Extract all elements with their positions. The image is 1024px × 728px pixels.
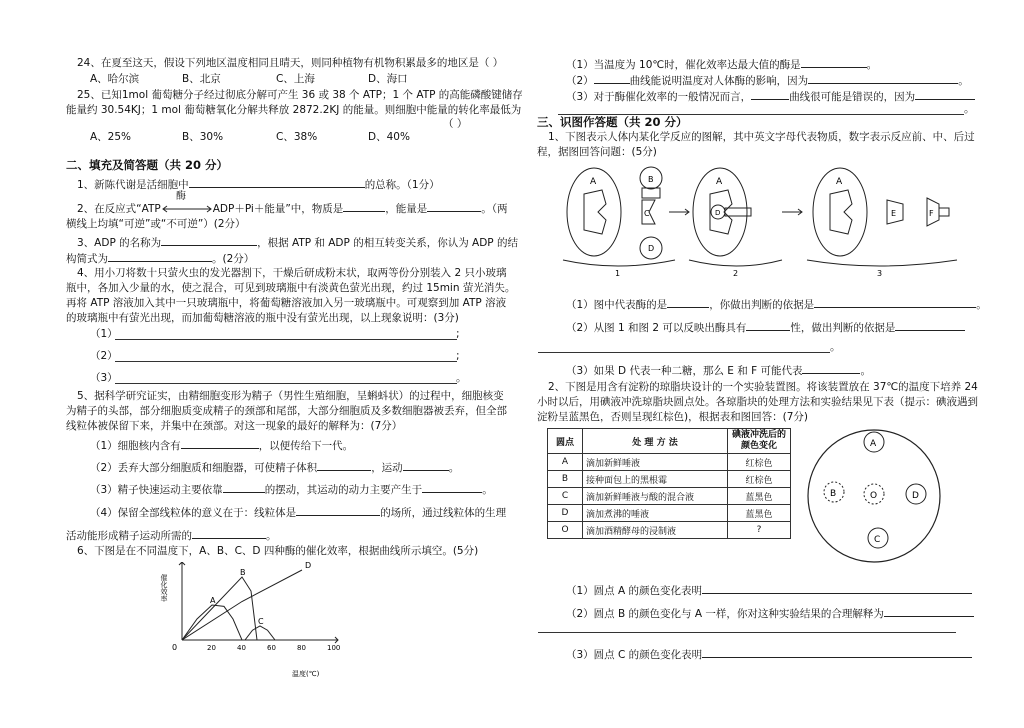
q6-sub2: （2） 曲线能说明温度对人体酶的影响，因为 。 bbox=[566, 72, 969, 88]
s2-q1: 1、新陈代谢是活细胞中 的总称。（1分） bbox=[77, 176, 440, 192]
s2-q4-sub2-end: ; bbox=[456, 350, 460, 362]
s2-q3: 3、ADP 的名称为 ，根据 ATP 和 ADP 的相互转变关系，你认为 ADP 的结 bbox=[77, 234, 518, 250]
table-row bbox=[548, 471, 791, 488]
s2-q5-sub4-blank1 bbox=[296, 504, 380, 516]
table-header-method: 处 理 方 法 bbox=[583, 429, 728, 454]
x-tick-label: 20 bbox=[207, 644, 216, 652]
s3-q1-sub1: （1）图中代表酶的是 ，你做出判断的依据是 。 bbox=[566, 296, 987, 312]
s2-q5-sub4-blank2 bbox=[192, 527, 266, 539]
table-row bbox=[548, 454, 791, 471]
s2-q4-sub1-end: ; bbox=[456, 328, 460, 340]
s2-q4-line4: 的玻璃瓶中有萤光出现，而加葡萄糖溶液的瓶中没有萤光出现，以上现象说明：(3分) bbox=[66, 312, 459, 324]
s2-q2: 2、在反应式“ATP ADP＋Pi＋能量”中，物质是 ，能量是 。（两 bbox=[77, 200, 508, 216]
s2-q4-sub2-label: （2） bbox=[90, 350, 118, 362]
q25-line1: 25、已知1mol 葡萄糖分子经过彻底分解可产生 36 或 38 个 ATP；1 个 ATP 的高能磷酸键储存 bbox=[77, 89, 523, 101]
s3-q2-sub1-blank bbox=[702, 582, 972, 594]
curve-label-b: B bbox=[240, 568, 246, 577]
table-header-dot: 圆点 bbox=[548, 429, 583, 454]
enzyme-efficiency-chart bbox=[160, 562, 360, 680]
table-cell: 蓝黑色 bbox=[728, 505, 791, 522]
stage-3-label: 3 bbox=[877, 269, 883, 278]
fig1-label-b: B bbox=[648, 175, 654, 184]
section3-heading: 三、识图作答题（共 20 分） bbox=[537, 115, 688, 129]
x-tick-label: 100 bbox=[327, 644, 341, 652]
s3-q1-sub2-blank3 bbox=[538, 352, 830, 353]
s3-q1-line1: 1、下图表示人体内某化学反应的图解，其中英文字母代表物质，数字表示反应前、中、后过 bbox=[548, 131, 975, 143]
table-row bbox=[548, 488, 791, 505]
s2-q2-blank2 bbox=[427, 200, 481, 212]
fig1-label-a-stage3: A bbox=[836, 177, 843, 187]
s2-q2-line2: 横线上均填“可逆”或“不可逆”）(2分） bbox=[66, 218, 246, 230]
s3-q1-sub2: （2）从图 1 和图 2 可以反映出酶具有 性，做出判断的依据是 bbox=[566, 319, 965, 335]
stage-1-label: 1 bbox=[615, 269, 621, 278]
s2-q5-line2: 为精子的头部，部分细胞质变成精子的颈部和尾部，大部分细胞质及多数细胞器被丢弃，但全部 bbox=[66, 405, 507, 417]
table-cell: 蓝黑色 bbox=[728, 488, 791, 505]
s3-q1-sub3-blank bbox=[802, 362, 860, 374]
s2-q4-line2: 瓶中，各加入少量的水，使之混合，可见到玻璃瓶中有淡黄色萤光出现，约过 15min 萤光消失。 bbox=[66, 282, 516, 294]
s3-q1-sub1-blank2 bbox=[814, 296, 976, 308]
s3-q2-sub2: （2）圆点 B 的颜色变化与 A 一样，你对这种实验结果的合理解释为 bbox=[566, 605, 974, 621]
petri-dish-diagram bbox=[804, 426, 944, 566]
s2-q5-sub4-line2: 活动能形成精子运动所需的 。 bbox=[66, 527, 277, 543]
x-tick-label: 40 bbox=[237, 644, 246, 652]
s3-q2-line2: 小时以后，用碘液冲洗琼脂块圆点处。各琼脂块的处理方法和实验结果见下表（提示：碘液遇到 bbox=[537, 396, 978, 408]
table-row bbox=[548, 505, 791, 522]
dish-label-c: C bbox=[874, 535, 881, 545]
stage-2-label: 2 bbox=[733, 269, 739, 278]
q6-sub3-blank1 bbox=[751, 88, 789, 100]
s2-q5-sub1-blank bbox=[181, 437, 259, 449]
s2-q5-sub2-blank1 bbox=[317, 459, 371, 471]
enzyme-reaction-diagram bbox=[557, 160, 977, 280]
enzyme-a-body bbox=[584, 190, 606, 234]
curve-label-a: A bbox=[210, 596, 216, 605]
table-row bbox=[548, 522, 791, 539]
table-cell: 接种面包上的黑根霉 bbox=[583, 471, 728, 488]
s2-q5-sub3-blank2 bbox=[422, 481, 482, 493]
table-cell: 滴加新鲜唾液与酸的混合液 bbox=[583, 488, 728, 505]
s2-q5-sub4: （4）保留全部线粒体的意义在于：线粒体是 的场所，通过线粒体的生理 bbox=[90, 504, 506, 520]
table-cell: D bbox=[548, 505, 583, 522]
experiment-table bbox=[547, 428, 791, 539]
s3-q1-sub2-blank2 bbox=[895, 319, 965, 331]
s2-q5-sub2-blank2 bbox=[403, 459, 449, 471]
q6-sub3: （3）对于酶催化效率的一般情况而言， 曲线很可能是错误的，因为 bbox=[566, 88, 975, 104]
s2-q4-sub1-label: （1） bbox=[90, 328, 118, 340]
x-tick-label: 60 bbox=[267, 644, 276, 652]
chart-origin-label: 0 bbox=[172, 643, 178, 652]
s3-q1-sub2-end: 。 bbox=[830, 341, 841, 353]
s3-q2-sub2-blank bbox=[884, 605, 974, 617]
s3-q2-sub3: （3）圆点 C 的颜色变化表明 bbox=[566, 646, 972, 662]
table-cell: 滴加酒精酵母的浸制液 bbox=[583, 522, 728, 539]
s3-q1-sub3: （3）如果 D 代表一种二糖，那么 E 和 F 可能代表 。 bbox=[566, 362, 871, 378]
q24-option-d: D、海口 bbox=[368, 73, 408, 85]
s2-q4-line1: 4、用小刀将数十只萤火虫的发光器割下，干燥后研成粉末状，取两等份分别装入 2 只小玻璃 bbox=[77, 267, 507, 279]
enzyme-label: 酶 bbox=[176, 191, 186, 202]
fig1-label-f: F bbox=[929, 209, 934, 218]
series-line-c bbox=[245, 626, 275, 640]
stage-2-bracket bbox=[689, 260, 782, 266]
s3-q1-sub1-blank1 bbox=[667, 296, 709, 308]
s2-q3-line2: 构简式为 。(2分） bbox=[66, 250, 254, 266]
s2-q5-sub3-blank1 bbox=[223, 481, 265, 493]
q25-line2: 能量约 30.54KJ；1 mol 葡萄糖氧化分解共释放 2872.2KJ 的能量。则细胞中能量的转化率最低为 bbox=[66, 104, 522, 116]
q6-sub3-end: 。 bbox=[964, 103, 975, 115]
q6-sub1: （1）当温度为 10℃时，催化效率达最大值的酶是 。 bbox=[566, 56, 877, 72]
s2-q5-line1: 5、据科学研究证实，由精细胞变形为精子（男性生殖细胞，呈蝌蚪状）的过程中，细胞核变 bbox=[77, 390, 504, 402]
s2-q4-sub3-end: 。 bbox=[456, 372, 467, 384]
q6-sub2-blank1 bbox=[594, 72, 630, 84]
fig1-label-d-stage2: D bbox=[715, 209, 721, 217]
curve-label-c: C bbox=[258, 617, 264, 626]
table-cell: ? bbox=[728, 522, 791, 539]
table-cell: 滴加新鲜唾液 bbox=[583, 454, 728, 471]
q6-sub2-blank2 bbox=[808, 72, 958, 84]
s2-q4-sub3-blank bbox=[115, 383, 457, 384]
reversible-arrow-icon bbox=[161, 204, 213, 214]
dish-label-b: B bbox=[830, 489, 837, 499]
dish-label-o: O bbox=[870, 491, 878, 501]
s2-q3-blank2 bbox=[108, 250, 212, 262]
s3-q1-line2: 程，据图回答问题：(5分) bbox=[537, 146, 657, 158]
table-cell: O bbox=[548, 522, 583, 539]
s3-q2-sub3-blank bbox=[702, 646, 972, 658]
s2-q5-sub2: （2）丢弃大部分细胞质和细胞器，可使精子体积 ，运动 。 bbox=[90, 459, 459, 475]
s2-q5-line3: 线粒体被保留下来，并集中在颈部。对这一现象的最好的解释为：(7分） bbox=[66, 420, 403, 432]
q25-option-a: A、25% bbox=[90, 131, 132, 143]
q6-sub1-blank bbox=[801, 56, 867, 68]
table-header-row bbox=[548, 429, 791, 454]
s2-q1-blank bbox=[189, 176, 365, 188]
table-cell: 红棕色 bbox=[728, 471, 791, 488]
table-cell: C bbox=[548, 488, 583, 505]
curve-label-d: D bbox=[305, 562, 312, 570]
s3-q1-sub2-blank1 bbox=[746, 319, 790, 331]
s2-q5-sub3: （3）精子快速运动主要依靠 的摆动，其运动的动力主要产生于 。 bbox=[90, 481, 493, 497]
dish-label-d: D bbox=[912, 491, 919, 501]
s3-q2-sub2-blank2 bbox=[538, 632, 956, 633]
dish-label-a: A bbox=[870, 439, 877, 449]
series-line-d bbox=[182, 570, 302, 640]
q24-option-b: B、北京 bbox=[182, 73, 221, 85]
s2-q4-sub3-label: （3） bbox=[90, 372, 118, 384]
fig1-label-c: C bbox=[644, 209, 650, 218]
section2-heading: 二、填充及简答题（共 20 分） bbox=[66, 158, 229, 172]
s2-q3-blank1 bbox=[161, 234, 257, 246]
x-axis-label: 温度(℃) bbox=[292, 670, 320, 678]
s2-q4-sub1-blank bbox=[115, 339, 457, 340]
q25-option-d: D、40% bbox=[368, 131, 410, 143]
s3-q2-line1: 2、下图是用含有淀粉的琼脂块设计的一个实验装置图。将该装置放在 37℃的温度下培养 24 bbox=[548, 381, 978, 393]
q24-option-a: A、哈尔滨 bbox=[90, 73, 140, 85]
stage-1-bracket bbox=[563, 260, 675, 266]
q24-stem: 24、在夏至这天，假设下列地区温度相同且晴天，则同种植物有机物积累最多的地区是（ ） bbox=[77, 57, 504, 69]
table-cell: 红棕色 bbox=[728, 454, 791, 471]
q25-option-c: C、38% bbox=[276, 131, 318, 143]
table-cell: B bbox=[548, 471, 583, 488]
q25-option-b: B、30% bbox=[182, 131, 224, 143]
s3-q2-line3: 淀粉呈蓝黑色，否则呈现红棕色)，根据表和图回答：(7分) bbox=[537, 411, 808, 423]
q6-sub3-blank2 bbox=[915, 88, 975, 100]
table-header-color: 碘液冲洗后的颜色变化 bbox=[728, 429, 791, 454]
s3-q2-sub1: （1）圆点 A 的颜色变化表明 bbox=[566, 582, 972, 598]
y-axis-label: 催化效率 bbox=[160, 574, 168, 602]
series-line-b bbox=[182, 577, 257, 640]
fig1-label-e: E bbox=[891, 209, 897, 218]
table-cell: A bbox=[548, 454, 583, 471]
s2-q2-blank1 bbox=[343, 200, 385, 212]
fig1-label-a-stage2: A bbox=[716, 177, 723, 187]
x-tick-label: 80 bbox=[297, 644, 306, 652]
fig1-label-d: D bbox=[648, 244, 655, 253]
q25-paren: （ ） bbox=[443, 118, 468, 130]
s2-q5-sub1: （1）细胞核内含有 ，以便传给下一代。 bbox=[90, 437, 353, 453]
table-cell: 滴加煮沸的唾液 bbox=[583, 505, 728, 522]
q24-option-c: C、上海 bbox=[276, 73, 315, 85]
s2-q4-sub2-blank bbox=[115, 361, 457, 362]
s2-q4-line3: 再将 ATP 溶液加入其中一只玻璃瓶中，将葡萄糖溶液加入另一玻璃瓶中。可观察到加 ATP 溶液 bbox=[66, 297, 507, 309]
s2-q6-stem: 6、下图是在不同温度下，A、B、C、D 四种酶的催化效率，根据曲线所示填空。(5分) bbox=[77, 545, 479, 557]
fig1-label-a: A bbox=[590, 177, 597, 187]
stage-3-bracket bbox=[807, 260, 957, 266]
